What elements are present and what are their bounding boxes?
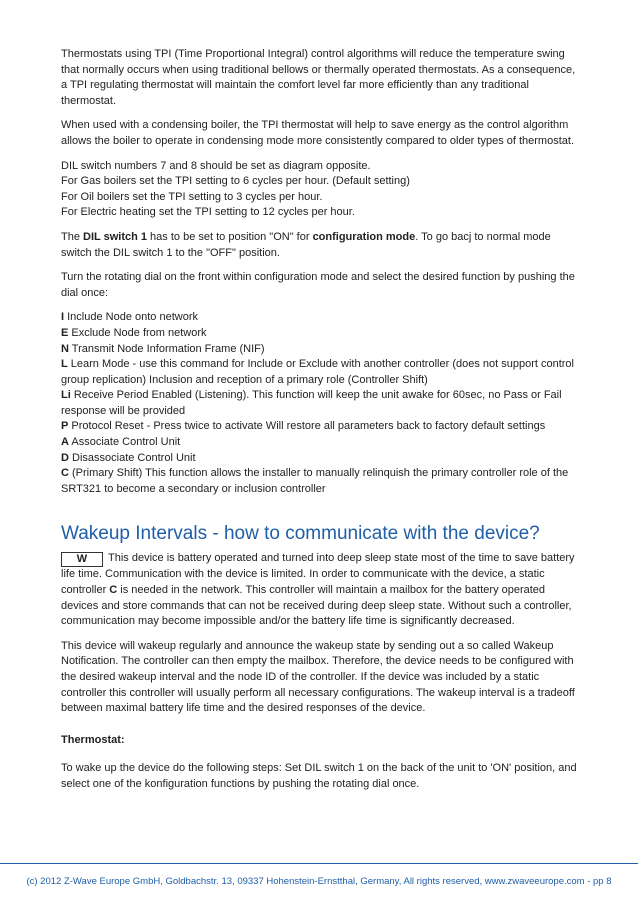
function-key: Li	[61, 389, 71, 402]
dil-line: For Gas boilers set the TPI setting to 6 cycles per hour. (Default setting)	[61, 175, 410, 188]
text-run: has to be set to position "ON" for	[147, 230, 313, 243]
wakeup-badge: W	[61, 552, 103, 567]
text-run: . To go bacj to normal mode switch the DIL switch 1 to the "OFF" position.	[61, 230, 551, 259]
section-heading-wakeup: Wakeup Intervals - how to communicate with the device?	[61, 523, 540, 545]
list-item	[61, 310, 581, 326]
function-text: Disassociate Control Unit	[68, 451, 196, 464]
paragraph-tpi-intro: Thermostats using TPI (Time Proportional Integral) control algorithms will reduce the temperature swing that normally occurs when using traditional bellows or thermally operated thermostats. As a consequence, a TPI regulating thermostat will maintain the comfort level far more efficiently than any traditional thermostat.	[61, 48, 576, 107]
function-key: A	[61, 436, 69, 449]
function-key: N	[61, 342, 69, 355]
dil-line: For Oil boilers set the TPI setting to 3 cycles per hour.	[61, 190, 323, 203]
function-text: Protocol Reset - Press twice to activate Will restore all parameters back to factory default settings	[68, 420, 546, 433]
bold-controller-c: C	[109, 584, 118, 597]
paragraph-configuration-mode	[61, 230, 581, 261]
text-run: is needed in the network. This controller will maintain a mailbox for the battery operated devices and store commands that can not be received during deep sleep state. Without such a controller, communication may become impossible and/or the battery life time is significantly decreased.	[61, 584, 572, 628]
function-text: Exclude Node from network	[68, 326, 207, 339]
paragraph-wakeup-steps: To wake up the device do the following steps: Set DIL switch 1 on the back of the unit to 'ON' position, and select one of the konfiguration functions by pushing the rotating dial once.	[61, 762, 577, 790]
list-item	[61, 419, 581, 435]
bold-configuration-mode: configuration mode	[312, 230, 416, 243]
function-key: C	[61, 467, 69, 480]
text-run: The	[61, 230, 84, 243]
function-key: E	[61, 326, 69, 339]
paragraph-wakeup-notification: This device will wakeup regularly and announce the wakeup state by sending out a so called Wakeup Notification. The controller can then empty the mailbox. Therefore, the device needs to be configured with the desired wakeup interval and the node ID of the controller. If the device was included by a static controller this controller will usually perform all necessary configurations. The wakeup interval is a tradeoff between maximal battery life time and the desired responses of the device.	[61, 639, 575, 715]
list-item	[61, 342, 581, 358]
function-list	[61, 310, 581, 497]
paragraph-condensing-boiler: When used with a condensing boiler, the TPI thermostat will help to save energy as the control algorithm allows the boiler to operate in condensing mode more consistently compared to older types of thermostat.	[61, 119, 574, 147]
paragraph-dil-settings	[61, 159, 581, 221]
paragraph-wakeup-intro	[61, 551, 581, 629]
footer-divider	[0, 863, 638, 864]
list-item	[61, 357, 581, 388]
list-item	[61, 451, 581, 467]
list-item	[61, 326, 581, 342]
paragraph-rotating-dial: Turn the rotating dial on the front within configuration mode and select the desired function by pushing the dial once:	[61, 271, 575, 299]
function-text: Transmit Node Information Frame (NIF)	[68, 342, 265, 355]
dil-line: DIL switch numbers 7 and 8 should be set as diagram opposite.	[61, 159, 371, 172]
function-text: Receive Period Enabled (Listening). This function will keep the unit awake for 60sec, no Pass or Fail response will be provided	[61, 389, 562, 417]
function-text: Learn Mode - use this command for Include or Exclude with another controller (does not support control group replication) Inclusion and reception of a primary role (Controller Shift)	[61, 358, 574, 386]
bold-dil-switch: DIL switch 1	[83, 230, 147, 243]
list-item	[61, 466, 581, 497]
function-text: Include Node onto network	[64, 311, 198, 324]
function-key: P	[61, 420, 69, 433]
function-text: Associate Control Unit	[68, 436, 181, 449]
function-key: L	[61, 358, 68, 371]
text-run: This device is battery operated and turned into deep sleep state most of the time to save battery life time. Communication with the device is limited. In order to communicate with the device, a static controller	[61, 552, 575, 597]
list-item	[61, 388, 581, 419]
list-item	[61, 435, 581, 451]
function-text: (Primary Shift) This function allows the installer to manually relinquish the primary controller role of the SRT321 to become a secondary or inclusion controller	[61, 467, 569, 495]
function-key: I	[61, 311, 65, 324]
page-footer: (c) 2012 Z-Wave Europe GmbH, Goldbachstr. 13, 09337 Hohenstein-Ernstthal, Germany, All rights reserved, www.zwaveeurope.com - pp 8	[26, 876, 612, 887]
subheading-thermostat: Thermostat:	[61, 733, 125, 746]
dil-line: For Electric heating set the TPI setting to 12 cycles per hour.	[61, 206, 355, 219]
document-body	[61, 47, 581, 802]
function-key: D	[61, 451, 69, 464]
